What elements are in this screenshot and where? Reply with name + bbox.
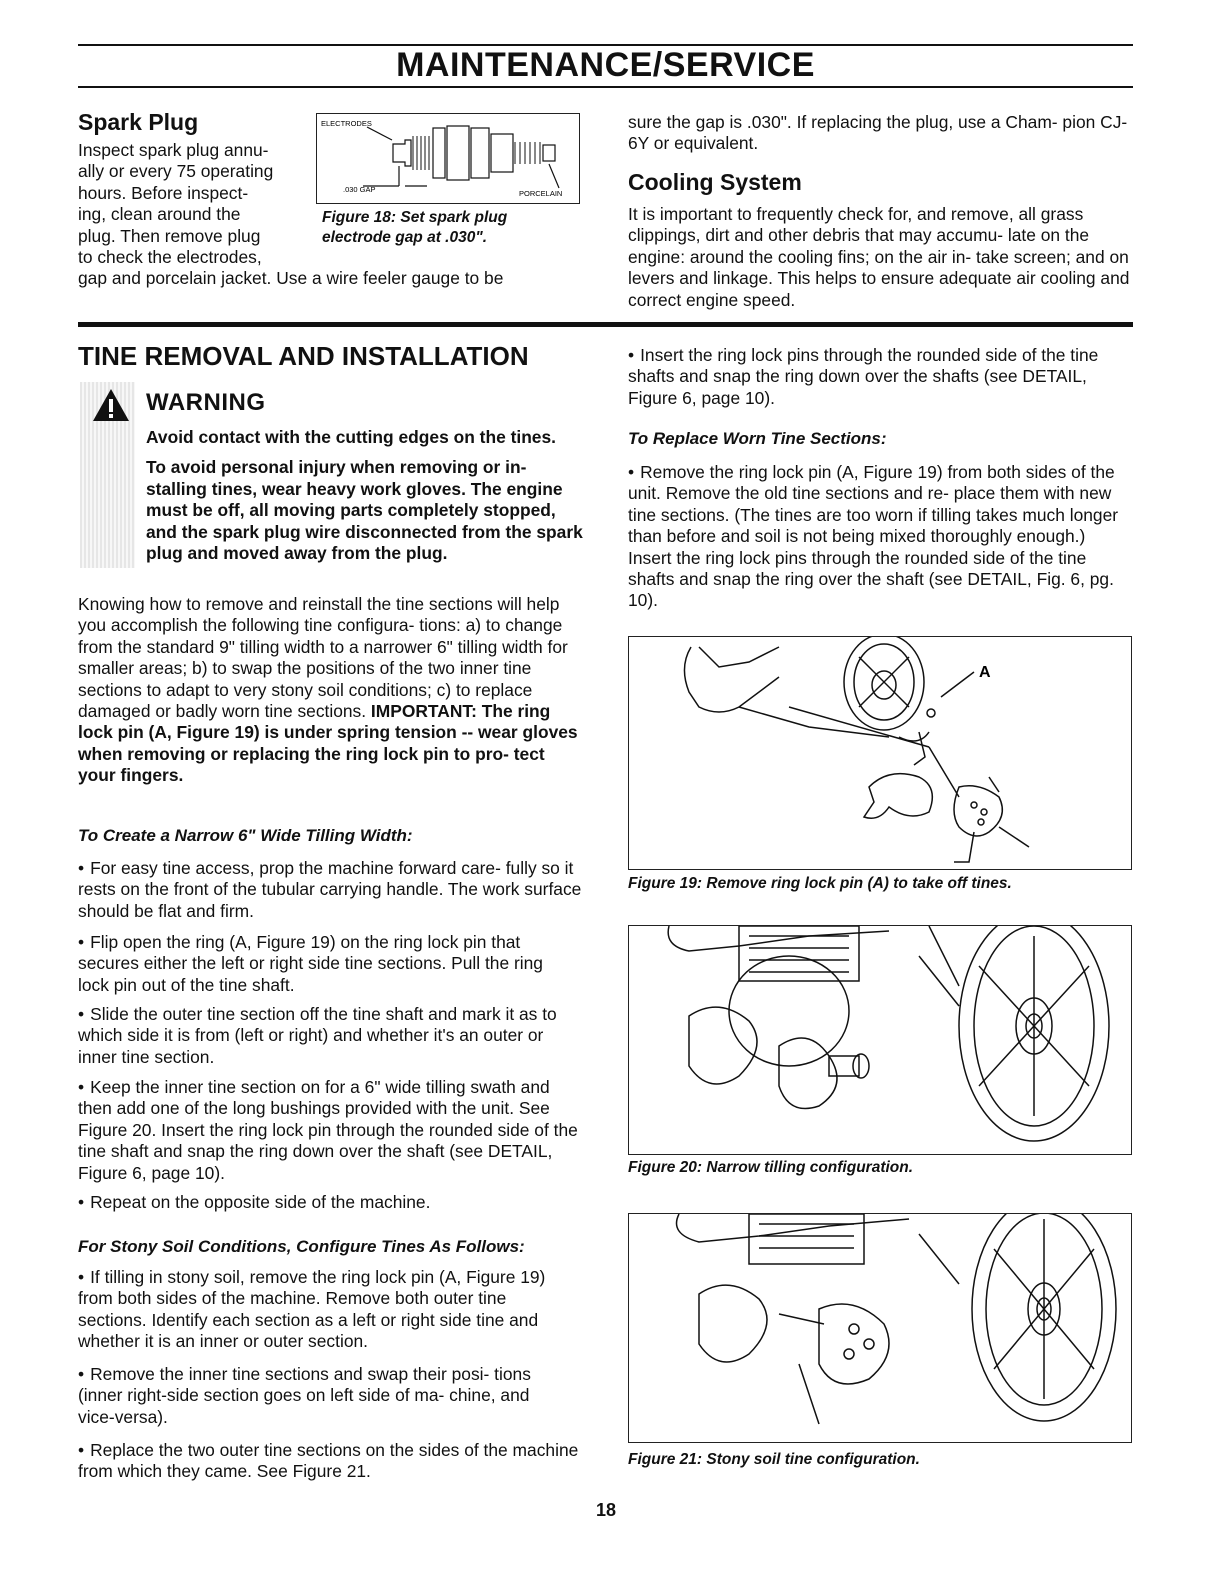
figure-20-caption: Figure 20: Narrow tilling configuration. — [628, 1159, 914, 1176]
page-title: MAINTENANCE/SERVICE — [396, 46, 815, 84]
warning-title: WARNING — [146, 389, 266, 416]
cooling-text: It is important to frequently check for, and remove, all grass clippings, dirt and other debris that may accumu- late on the engine: around the cooling fins; on the air in- take screen; and on levers and linkage. This helps to ensure adequate air cooling and correct engine speed. — [628, 204, 1130, 310]
figure-18-caption-line: Figure 18: Set spark plug — [322, 209, 508, 226]
ring-lock-bullet: • Insert the ring lock pins through the rounded side of the tine shafts and snap the ring down over the shafts (see DETAIL, Figure 6, page 10). — [628, 345, 1099, 408]
spark-plug-line: to check the electrodes, — [78, 247, 262, 268]
narrow-bullet: • Repeat on the opposite side of the machine. — [78, 1192, 431, 1212]
spark-plug-drawing — [363, 126, 559, 188]
narrow-bullet-text: Keep the inner tine section on for a 6" wide tilling swath and then add one of the long bushings provided with the unit. See Figure 20. Insert the ring lock pin through the rounded side of the tine shaft and snap the ring down over the shaft (see DETAIL, Figure 6, page 10). — [78, 1077, 578, 1183]
worn-tine-heading: To Replace Worn Tine Sections: — [628, 429, 887, 448]
section-divider — [78, 322, 1133, 327]
title-bottom-rule — [78, 86, 1133, 88]
stony-bullet: • If tilling in stony soil, remove the ring lock pin (A, Figure 19) from both sides of the machine. Remove both outer tine sections. Identify each section as a left or right side tine and whether it is an inner or outer section. — [78, 1267, 546, 1352]
stony-bullet-text: Remove the inner tine sections and swap their posi- tions (inner right-side section goes on left side of ma- chine, and vice-versa). — [78, 1364, 531, 1427]
spark-plug-line: plug. Then remove plug — [78, 225, 261, 246]
figure-19-label-a: A — [979, 664, 991, 681]
ring-lock-bullet-text: Insert the ring lock pins through the rounded side of the tine shafts and snap the ring down over the shafts (see DETAIL, Figure 6, page 10). — [628, 345, 1099, 408]
figure-21-stony-soil-illustration — [628, 1213, 1132, 1443]
important-note: IMPORTANT: The ring lock pin (A, Figure 19) is under spring tension -- wear gloves when removing or replacing the ring lock pin to pro- tect your fingers. — [78, 701, 578, 786]
figure-21-caption: Figure 21: Stony soil tine configuration. — [628, 1451, 920, 1468]
worn-tine-bullet-text: Remove the ring lock pin (A, Figure 19) from both sides of the unit. Remove the old tine sections and re- place them with new tine sections. (The tines are too worn if tilling takes much longer than before and soil is not being mixed thoroughly enough.) Insert the ring lock pins through the rounded side of the tine shafts and snap the ring over the shaft (see DETAIL, Fig. 6, pg. 10). — [628, 462, 1119, 611]
figure-18-caption-line: electrode gap at .030". — [322, 229, 487, 246]
figure-18-caption — [322, 208, 507, 248]
narrow-bullet: • Flip open the ring (A, Figure 19) on the ring lock pin that secures either the left or right side tine sections. Pull the ring lock pin out of the tine shaft. — [78, 932, 543, 995]
warning-triangle-icon — [92, 388, 130, 422]
spark-plug-heading: Spark Plug — [78, 109, 199, 135]
figure-19-ring-lock-illustration — [628, 636, 1132, 870]
spark-plug-line: gap and porcelain jacket. Use a wire feeler gauge to be — [78, 268, 504, 289]
narrow-bullet-text: For easy tine access, prop the machine forward care- fully so it rests on the front of the tubular carrying handle. The work surface should be flat and firm. — [78, 858, 582, 921]
tine-section-heading: TINE REMOVAL AND INSTALLATION — [78, 341, 529, 371]
label-gap: .030 GAP — [343, 185, 376, 194]
narrow-bullet: • For easy tine access, prop the machine forward care- fully so it rests on the front of the tubular carrying handle. The work surface should be flat and firm. — [78, 858, 582, 921]
spark-plug-line: hours. Before inspect- — [78, 182, 249, 203]
narrow-width-heading: To Create a Narrow 6" Wide Tilling Width: — [78, 826, 413, 845]
narrow-bullet-text: Repeat on the opposite side of the machine. — [90, 1192, 431, 1212]
spark-plug-line: ing, clean around the — [78, 204, 241, 225]
narrow-bullet-text: Flip open the ring (A, Figure 19) on the ring lock pin that secures either the left or right side tine sections. Pull the ring lock pin out of the tine shaft. — [78, 932, 543, 995]
cooling-heading: Cooling System — [628, 169, 802, 195]
stony-bullet: • Replace the two outer tine sections on the sides of the machine from which they came. See Figure 21. — [78, 1440, 579, 1482]
label-electrodes: ELECTRODES — [321, 119, 372, 128]
stony-bullet-text: If tilling in stony soil, remove the ring lock pin (A, Figure 19) from both sides of the machine. Remove both outer tine sections. Identify each section as a left or right side tine and whether it is an inner or outer section. — [78, 1267, 546, 1352]
tine-intro-text: Knowing how to remove and reinstall the tine sections will help you accomplish the following tine configura- tions: a) to change from the standard 9" tilling width to a narrower 6" tilling width for smaller areas; b) to swap the positions of the two inner tine sections to adapt to very stony soil conditions; c) to replace damaged or badly worn tine sections. — [78, 594, 568, 722]
stony-soil-heading: For Stony Soil Conditions, Configure Tines As Follows: — [78, 1237, 525, 1256]
tine-intro-paragraph — [78, 594, 578, 787]
worn-tine-bullet: • Remove the ring lock pin (A, Figure 19) from both sides of the unit. Remove the old tine sections and re- place them with new tine sections. (The tines are too worn if tilling takes much longer than before and soil is not being mixed thoroughly enough.) Insert the ring lock pins through the rounded side of the tine shafts and snap the ring over the shaft (see DETAIL, Fig. 6, pg. 10). — [628, 462, 1119, 611]
page-number: 18 — [595, 1500, 617, 1520]
spark-plug-line: Inspect spark plug annu- — [78, 140, 269, 160]
stony-bullet: • Remove the inner tine sections and swap their posi- tions (inner right-side section goes on left side of ma- chine, and vice-versa). — [78, 1364, 531, 1427]
warning-line-2: To avoid personal injury when removing or in- stalling tines, wear heavy work gloves. The engine must be off, all moving parts completely stopped, and the spark plug wire disconnected from the spark plug and moved away from the plug. — [146, 457, 583, 564]
narrow-bullet: • Keep the inner tine section on for a 6" wide tilling swath and then add one of the long bushings provided with the unit. See Figure 20. Insert the ring lock pin through the rounded side of the tine shaft and snap the ring down over the shaft (see DETAIL, Figure 6, page 10). — [78, 1077, 578, 1183]
warning-line-1: Avoid contact with the cutting edges on the tines. — [146, 427, 556, 447]
spark-plug-line: ally or every 75 operating — [78, 161, 274, 182]
stony-bullet-text: Replace the two outer tine sections on the sides of the machine from which they came. See Figure 21. — [78, 1440, 579, 1482]
spark-plug-continued: sure the gap is .030". If replacing the plug, use a Cham- pion CJ-6Y or equivalent. — [628, 112, 1128, 154]
figure-18-spark-plug-diagram — [316, 113, 580, 204]
label-porcelain: PORCELAIN — [519, 189, 563, 198]
figure-19-caption: Figure 19: Remove ring lock pin (A) to take off tines. — [628, 875, 1012, 892]
narrow-bullet: • Slide the outer tine section off the tine shaft and mark it as to which side it is from (left or right) and whether it's an outer or inner tine section. — [78, 1004, 557, 1067]
figure-20-narrow-tilling-illustration — [628, 925, 1132, 1155]
narrow-bullet-text: Slide the outer tine section off the tine shaft and mark it as to which side it is from (left or right) and whether it's an outer or inner tine section. — [78, 1004, 557, 1067]
